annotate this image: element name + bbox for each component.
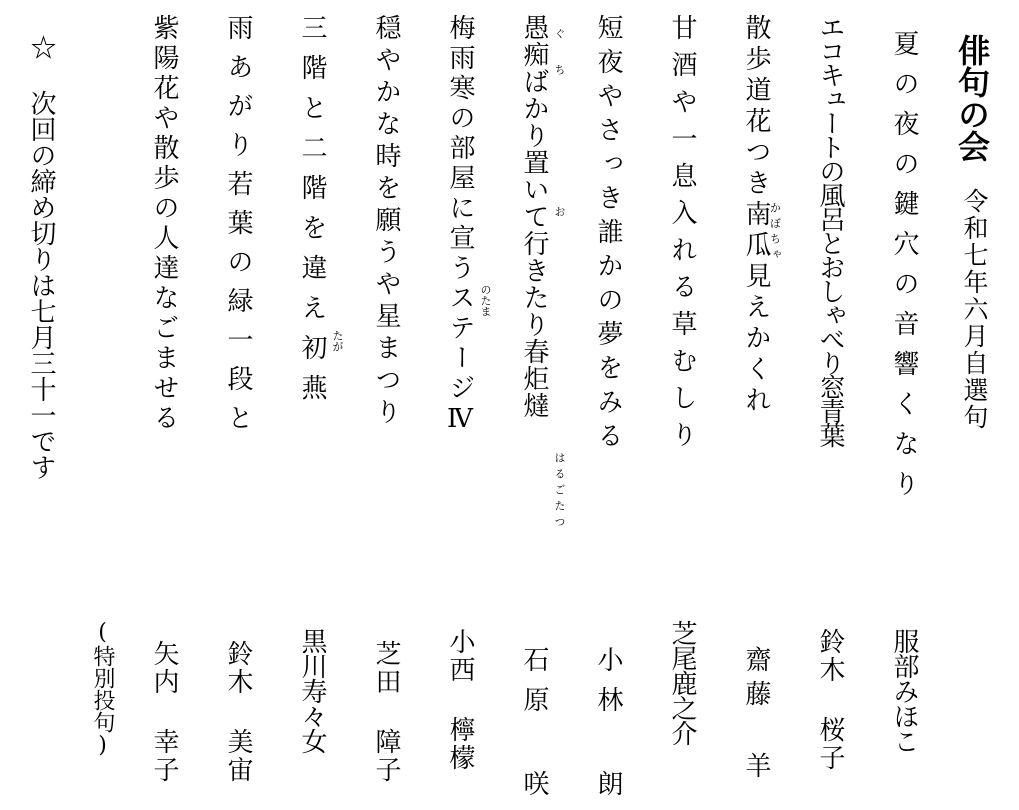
haiku-6-furigana-1: ぐ [553, 28, 566, 39]
page-title: 俳句の会 [953, 34, 991, 162]
haiku-1: 夏の夜の鍵穴の音響くなり [889, 30, 919, 510]
page-subtitle: 令和七年六月自選句 [960, 188, 989, 431]
special-submission-note: (特別投句) [90, 620, 115, 758]
haiku-4: 甘酒や一息入れる草むしり [667, 14, 697, 458]
haiku-3-part2: 見えかくれ [741, 262, 771, 417]
haiku-9: 三階と二階を違え初燕 [297, 14, 327, 414]
haiku-11: 紫陽花や散歩の人達なごませる [149, 14, 179, 434]
haiku-3-part1: 散歩道花つき [741, 14, 771, 200]
author-9: 黒川寿々女 [297, 628, 327, 753]
author-6: 石原 咲 [519, 646, 549, 810]
haiku-6-furigana-4: はるごたつ [553, 452, 566, 532]
haiku-6-furigana-2: ち [553, 64, 566, 75]
haiku-9-furigana: たが [331, 330, 344, 352]
haiku-3-furigana: かぼちゃ [768, 200, 782, 262]
author-11: 矢内 幸子 [149, 640, 179, 784]
haiku-10: 雨あがり若葉の緑一段と [223, 14, 253, 443]
author-1: 服部みほこ [889, 628, 919, 753]
author-8: 芝田 障子 [371, 640, 401, 784]
next-deadline-notice: ☆ 次回の締め切りは七月三十一です [26, 34, 56, 480]
haiku-3 [738, 14, 781, 417]
haiku-6-furigana-3: お [553, 206, 566, 217]
haiku-7: 梅雨寒の部屋に宣うステージⅣ [445, 14, 475, 438]
author-3: 齋藤 羊 [741, 646, 771, 786]
author-10: 鈴木 美宙 [223, 640, 253, 784]
haiku-5: 短夜やさっき誰かの夢をみる [593, 14, 623, 456]
haiku-3-ruby-text: 南瓜 [741, 200, 771, 262]
author-4: 芝尾鹿之介 [667, 620, 697, 745]
haiku-6: 愚痴ばかり置いて行きたり春炬燵 [519, 14, 549, 419]
author-7: 小西 檸檬 [445, 628, 475, 772]
haiku-7-furigana: のたま [479, 284, 492, 317]
author-5: 小林 朗 [593, 646, 623, 810]
haiku-2: エコキュートの風呂とおしゃべり窓青葉 [815, 14, 845, 446]
haiku-8: 穏やかな時を願うや星まつり [371, 14, 401, 430]
author-2: 鈴木 桜子 [815, 628, 845, 772]
haiku-3-ruby-base [741, 200, 782, 262]
